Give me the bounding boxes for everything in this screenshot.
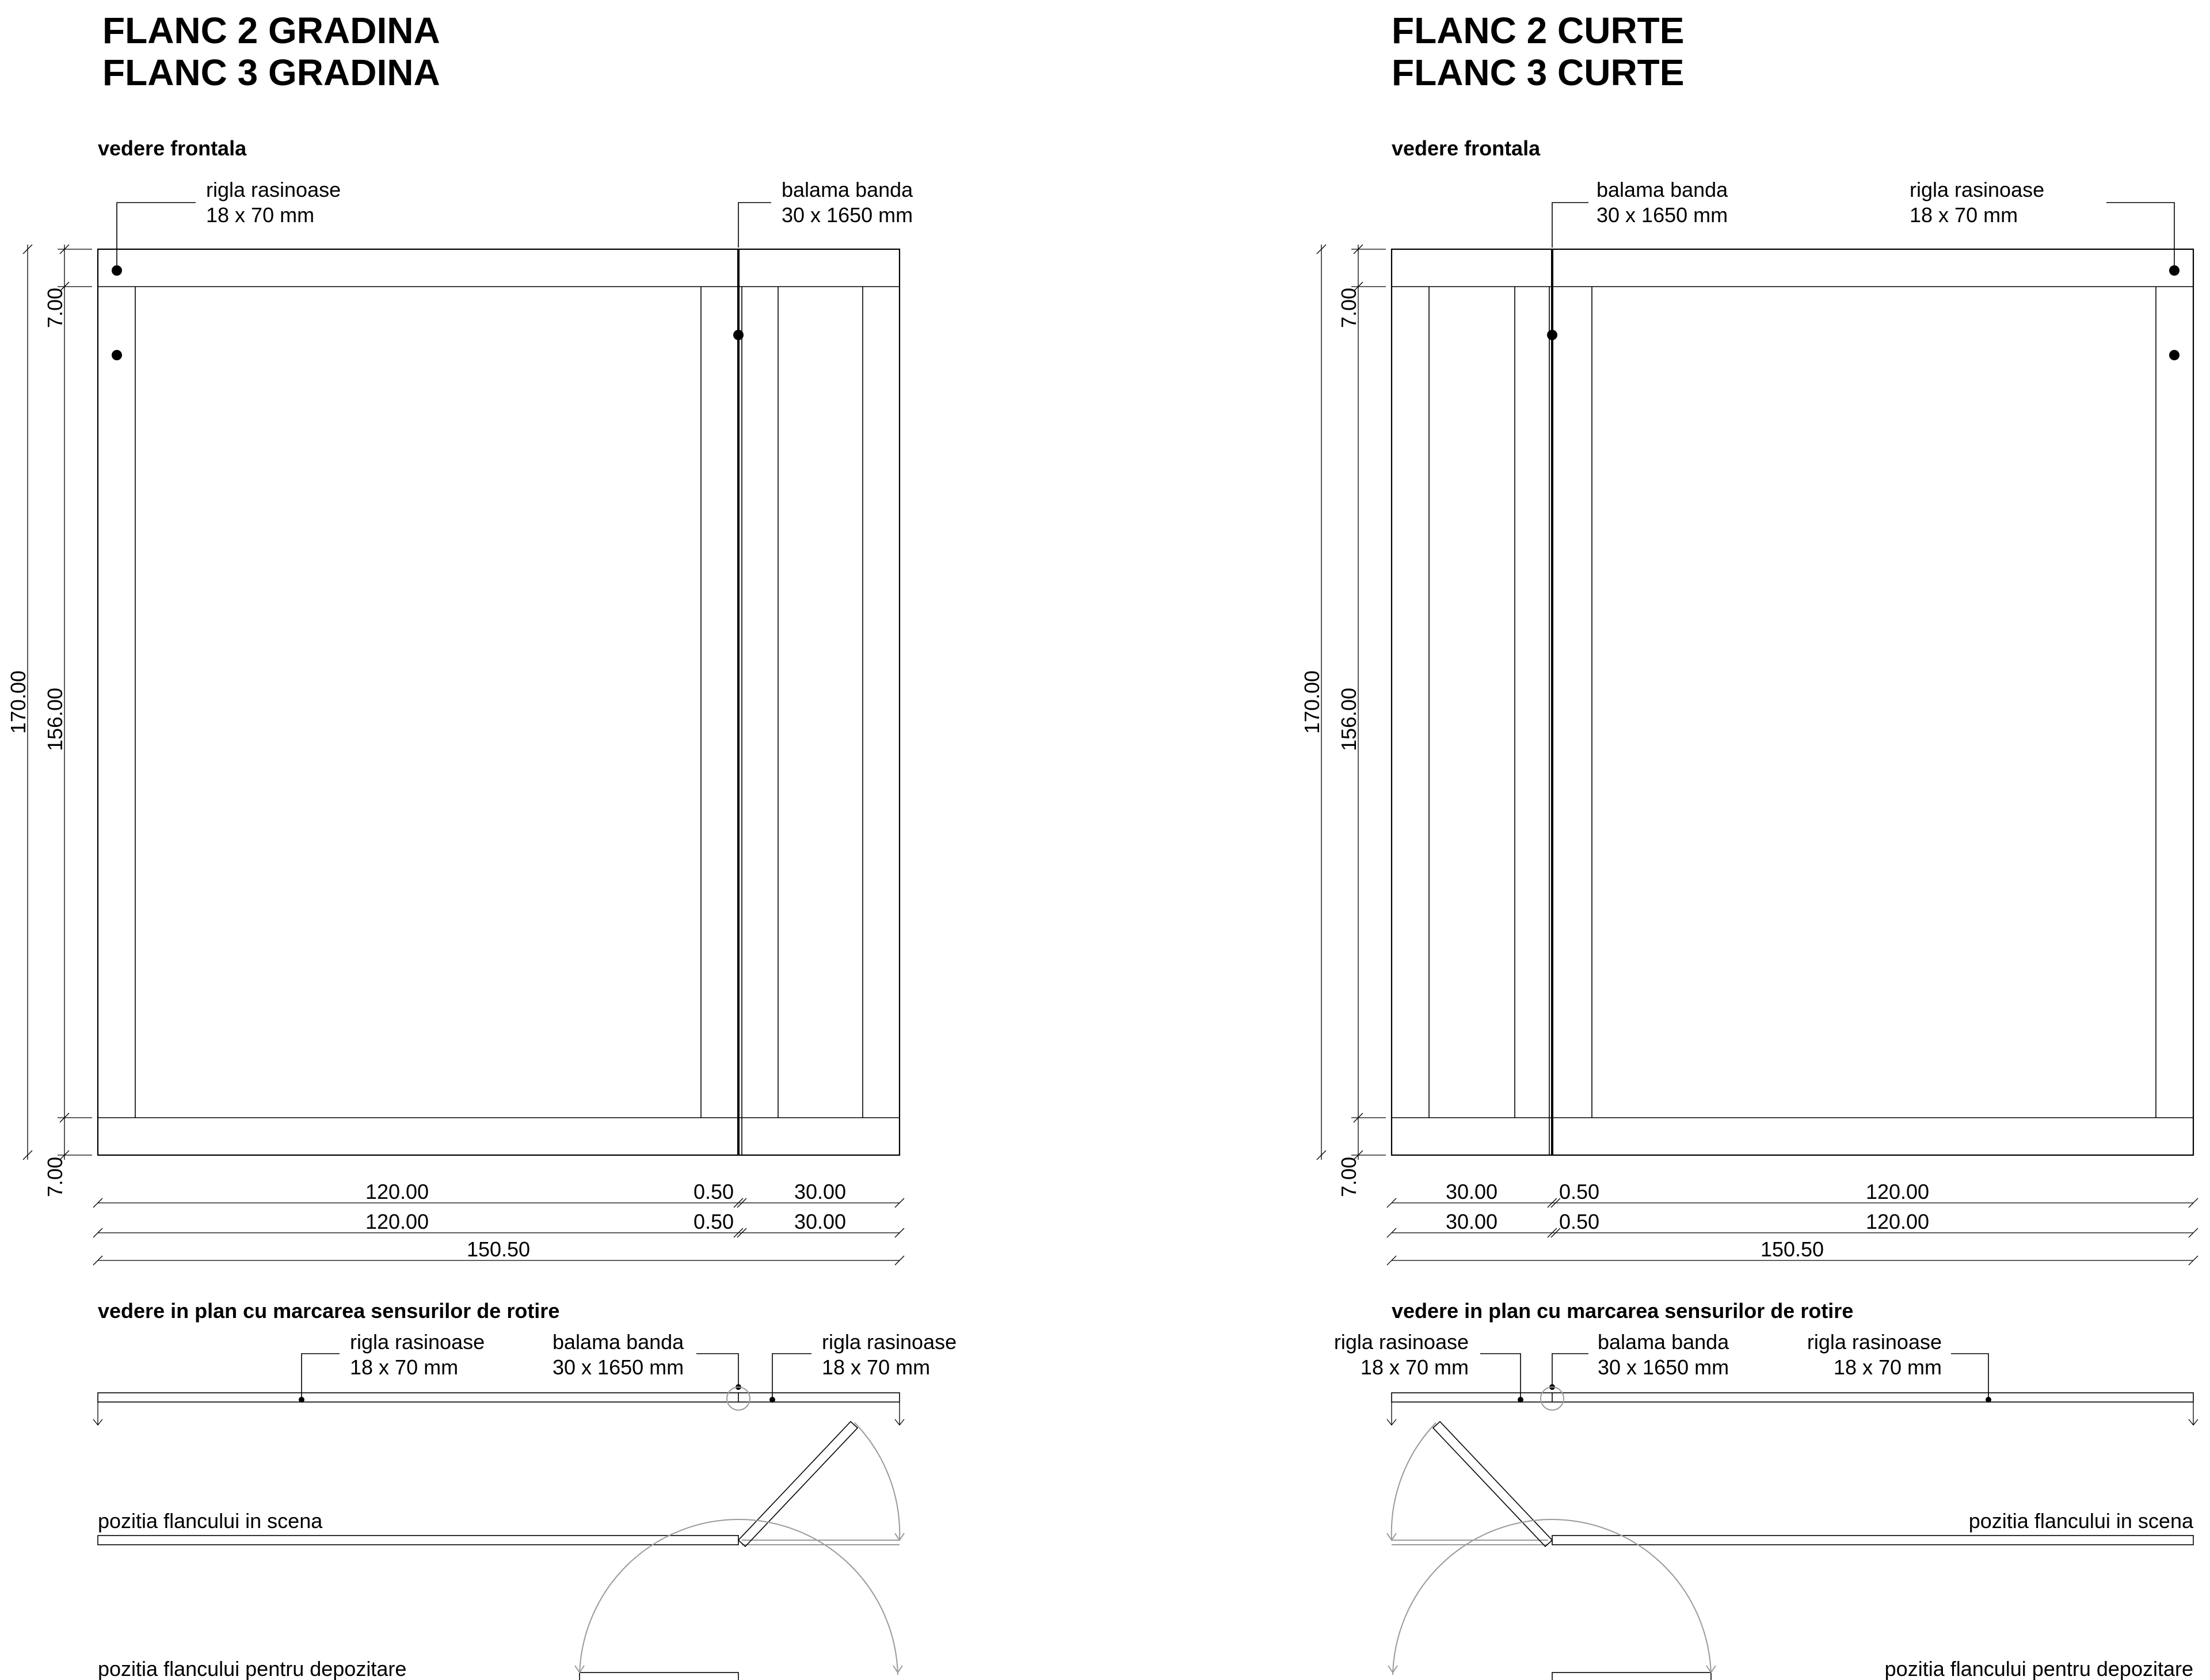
dim-gap: 0.50 <box>1559 1210 1600 1233</box>
vertical-dimensions <box>6 245 92 1197</box>
plan-callouts <box>299 1330 957 1403</box>
dim-width: 120.00 <box>1865 1180 1930 1203</box>
dim-total-height: 170.00 <box>1300 670 1324 734</box>
dim-gap: 0.50 <box>693 1210 734 1233</box>
front-elevation <box>98 249 900 1155</box>
dim-total-width: 150.50 <box>1760 1237 1824 1261</box>
svg-text:rigla rasinoase: rigla rasinoase <box>350 1330 485 1354</box>
dim-gap: 0.50 <box>693 1180 734 1203</box>
svg-text:18 x 70 mm: 18 x 70 mm <box>822 1355 931 1379</box>
plan-section <box>1387 1387 2198 1425</box>
svg-text:rigla rasinoase: rigla rasinoase <box>822 1330 957 1354</box>
svg-text:rigla rasinoase: rigla rasinoase <box>1807 1330 1942 1354</box>
svg-text:balama banda: balama banda <box>782 178 913 201</box>
dim-inner-height: 156.00 <box>43 687 67 752</box>
front-view-heading: vedere frontala <box>1392 136 1541 160</box>
front-elevation <box>1392 249 2193 1155</box>
dim-top-rail: 7.00 <box>43 287 67 329</box>
dim-inner-height: 156.00 <box>1337 687 1361 752</box>
stage-position-label: pozitia flancului in scena <box>98 1509 323 1533</box>
fixing-dot <box>733 330 744 340</box>
svg-text:30 x 1650 mm: 30 x 1650 mm <box>552 1355 684 1379</box>
svg-text:30 x 1650 mm: 30 x 1650 mm <box>1598 1355 1729 1379</box>
plan-section <box>93 1387 904 1425</box>
plan-callouts <box>1334 1330 1991 1403</box>
callout-balama <box>1552 178 1728 247</box>
dim-gap: 0.50 <box>1559 1180 1600 1203</box>
title-line-2: FLANC 3 CURTE <box>1392 52 1685 93</box>
stage-position <box>1387 1422 2193 1675</box>
storage-position-label: pozitia flancului pentru depozitare <box>98 1657 407 1680</box>
fixing-dot <box>112 350 122 360</box>
fixing-dot <box>1547 330 1557 340</box>
svg-text:18 x 70 mm: 18 x 70 mm <box>206 203 315 227</box>
svg-text:balama banda: balama banda <box>1598 1330 1729 1354</box>
dim-width: 120.00 <box>1865 1210 1930 1233</box>
svg-text:rigla rasinoase: rigla rasinoase <box>1333 1330 1469 1354</box>
svg-text:18 x 70 mm: 18 x 70 mm <box>1360 1355 1469 1379</box>
front-view-heading: vedere frontala <box>98 136 247 160</box>
dim-total-width: 150.50 <box>466 1237 531 1261</box>
fixing-dot <box>112 265 122 276</box>
callout-balama <box>738 178 913 247</box>
title-line-1: FLANC 2 CURTE <box>1392 10 1685 51</box>
stage-position-label: pozitia flancului in scena <box>1968 1509 2193 1533</box>
dim-bottom-rail: 7.00 <box>1337 1156 1361 1198</box>
svg-text:18 x 70 mm: 18 x 70 mm <box>1833 1355 1942 1379</box>
vertical-dimensions <box>1300 245 1386 1197</box>
panel-curte <box>1300 10 2198 1680</box>
svg-text:balama banda: balama banda <box>552 1330 684 1354</box>
dim-total-height: 170.00 <box>6 670 30 734</box>
plan-view-heading: vedere in plan cu marcarea sensurilor de rotire <box>1392 1299 1854 1323</box>
title-line-1: FLANC 2 GRADINA <box>102 10 440 51</box>
dim-width: 30.00 <box>1445 1210 1498 1233</box>
dim-width: 120.00 <box>365 1180 429 1203</box>
dim-width: 30.00 <box>794 1210 847 1233</box>
dim-width: 30.00 <box>1445 1180 1498 1203</box>
horizontal-dimensions <box>93 1180 904 1265</box>
storage-position-label: pozitia flancului pentru depozitare <box>1884 1657 2193 1680</box>
svg-text:30 x 1650 mm: 30 x 1650 mm <box>1596 203 1728 227</box>
dim-top-rail: 7.00 <box>1337 287 1361 329</box>
title-line-2: FLANC 3 GRADINA <box>102 52 440 93</box>
callout-rigla <box>1910 178 2174 271</box>
stage-position <box>98 1422 904 1675</box>
svg-text:balama banda: balama banda <box>1596 178 1728 201</box>
panel-gradina <box>6 10 957 1680</box>
svg-text:rigla rasinoase: rigla rasinoase <box>206 178 341 201</box>
svg-text:rigla rasinoase: rigla rasinoase <box>1910 178 2045 201</box>
dim-width: 120.00 <box>365 1210 429 1233</box>
svg-text:18 x 70 mm: 18 x 70 mm <box>350 1355 459 1379</box>
dim-width: 30.00 <box>794 1180 847 1203</box>
horizontal-dimensions <box>1387 1180 2198 1265</box>
plan-view-heading: vedere in plan cu marcarea sensurilor de rotire <box>98 1299 560 1323</box>
dim-bottom-rail: 7.00 <box>43 1156 67 1198</box>
fixing-dot <box>2169 265 2179 276</box>
svg-text:18 x 70 mm: 18 x 70 mm <box>1910 203 2018 227</box>
fixing-dot <box>2169 350 2179 360</box>
svg-text:30 x 1650 mm: 30 x 1650 mm <box>782 203 913 227</box>
callout-rigla <box>117 178 341 271</box>
